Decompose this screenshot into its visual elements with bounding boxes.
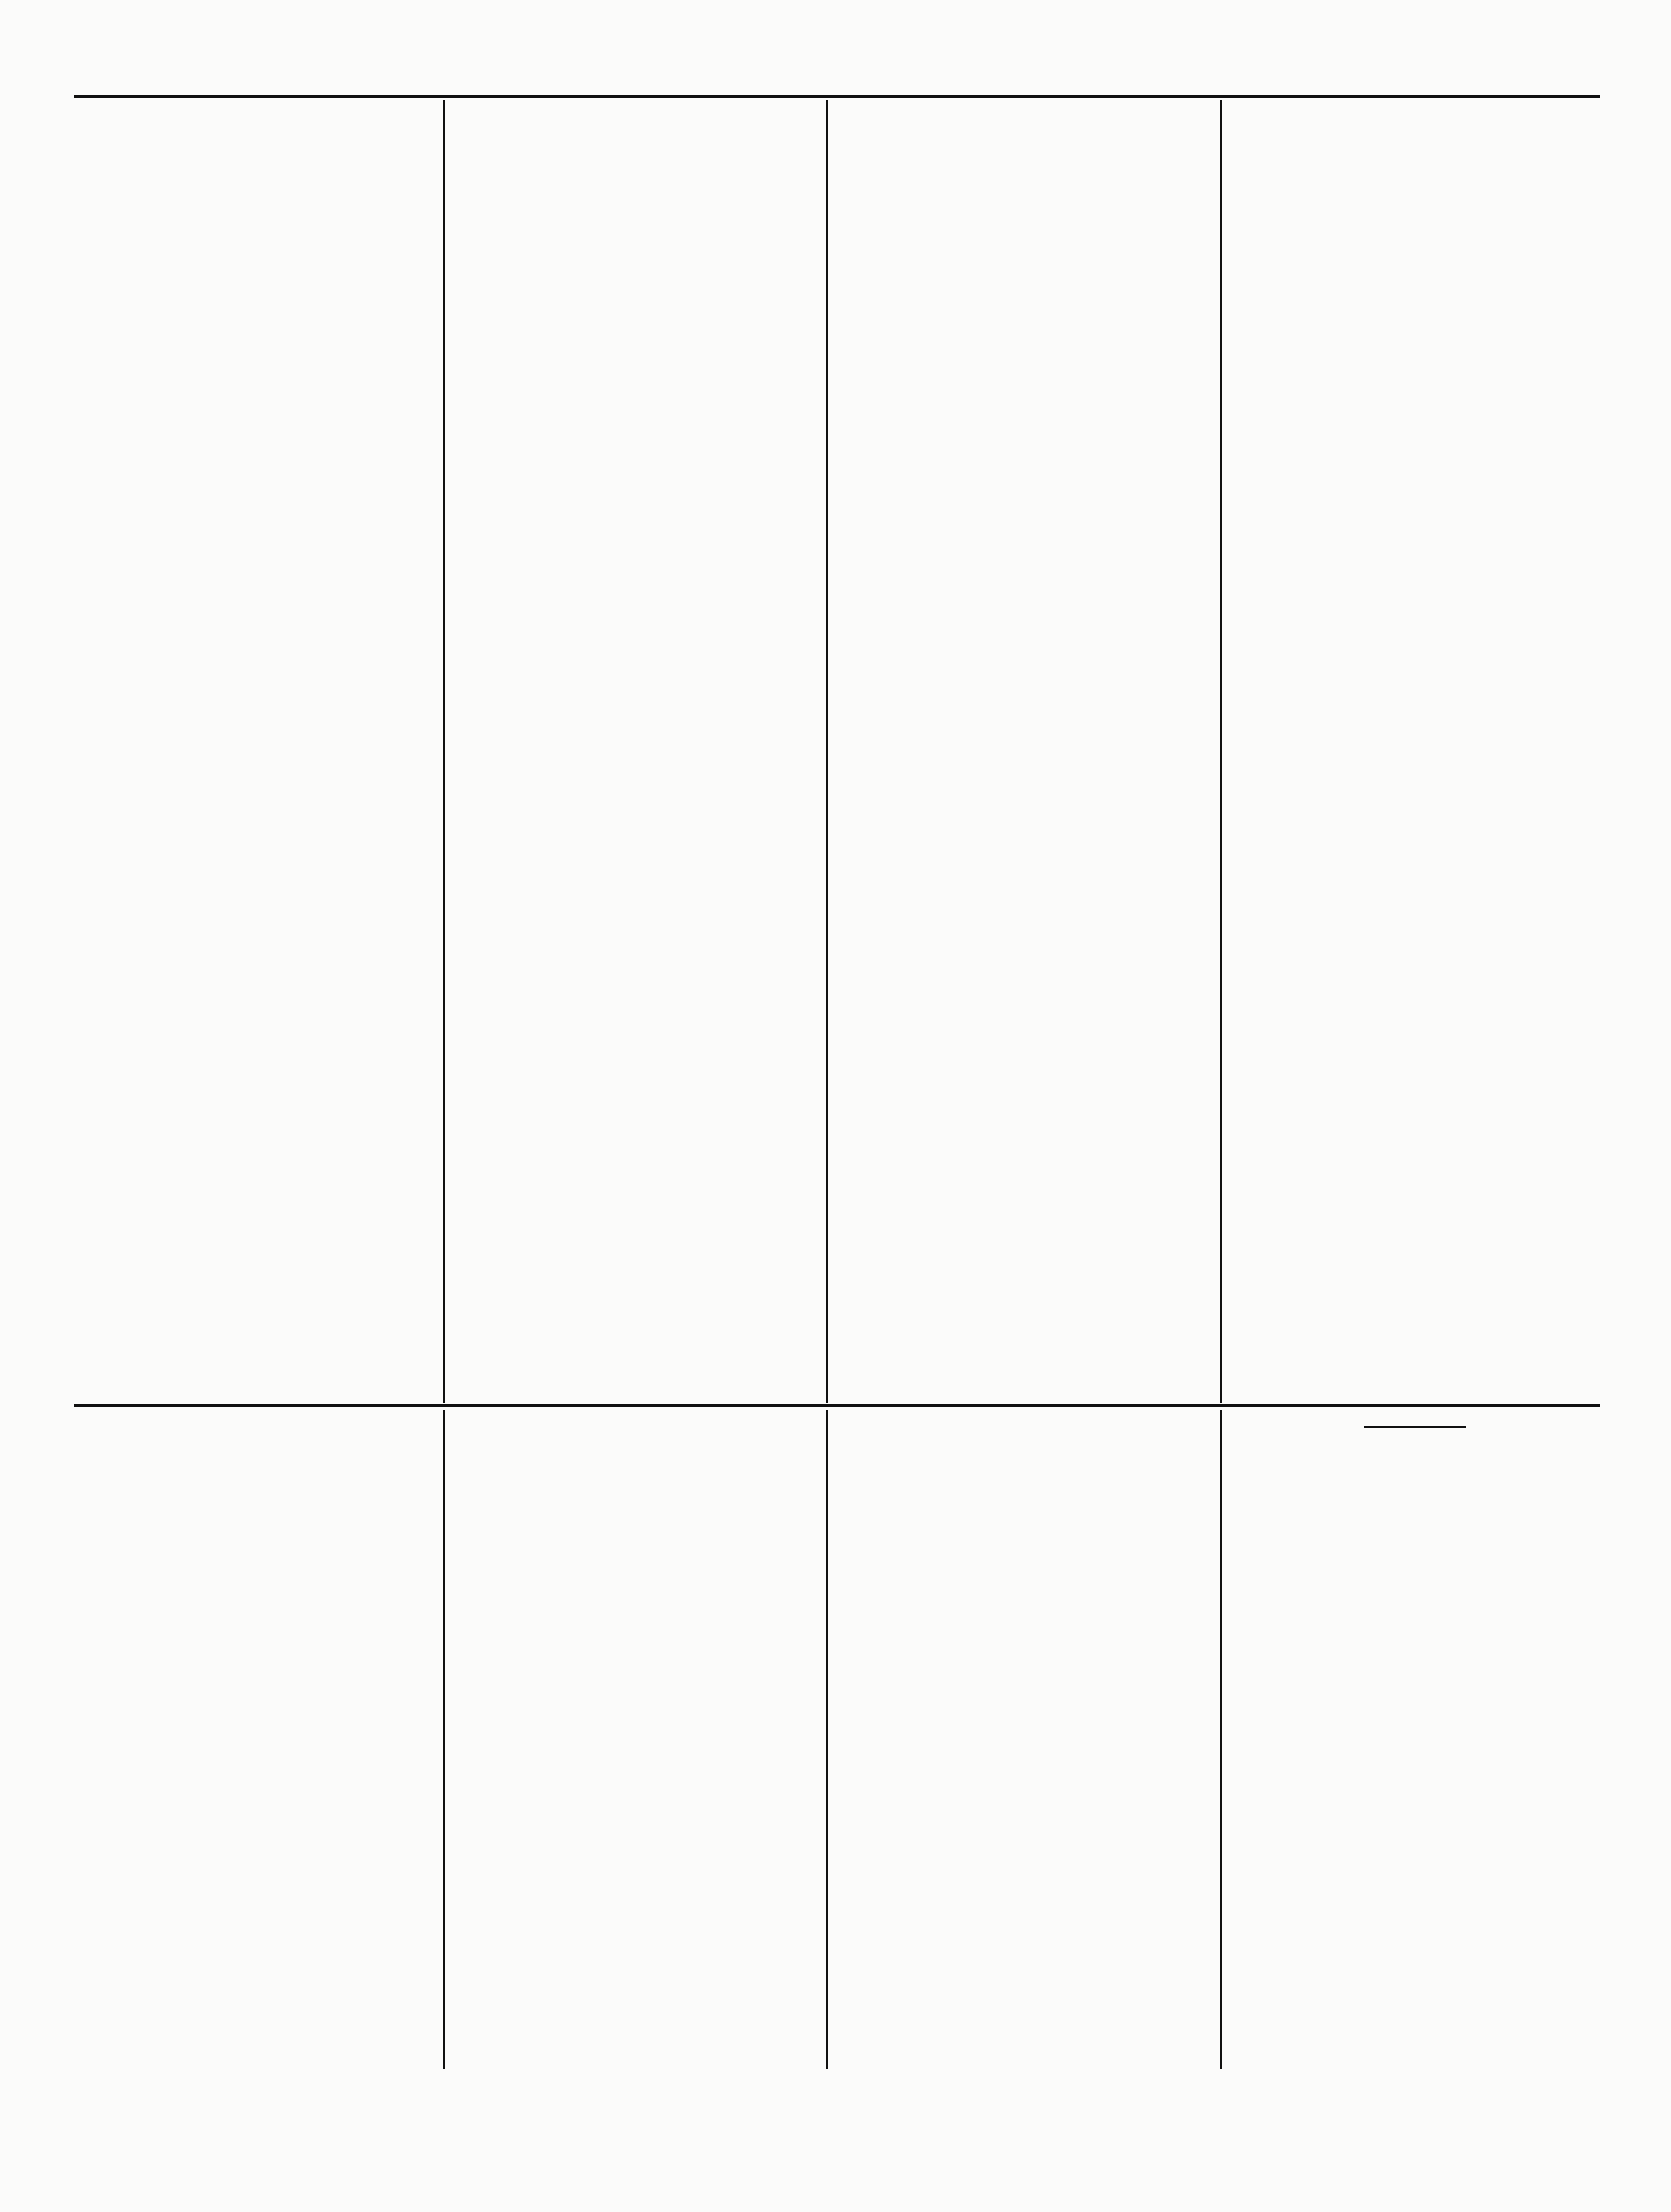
end-rule: [1364, 1426, 1466, 1428]
feuilleton-column-4: [1229, 1412, 1600, 2066]
header-rule: [74, 95, 1600, 98]
column-1: [81, 104, 436, 1401]
column-2: [452, 104, 819, 1401]
column-rule: [443, 100, 445, 1403]
column-rule: [1220, 1410, 1222, 2069]
column-rule: [1220, 100, 1222, 1403]
column-rule: [826, 1410, 828, 2069]
feuilleton-column-1: [81, 1412, 436, 2066]
column-4: [1229, 104, 1600, 1401]
feuilleton-column-3: [835, 1412, 1213, 2066]
column-rule: [443, 1410, 445, 2069]
column-rule: [826, 100, 828, 1403]
feuilleton-rule: [74, 1404, 1600, 1407]
column-3: [835, 104, 1213, 1401]
feuilleton-column-2: [452, 1412, 819, 2066]
